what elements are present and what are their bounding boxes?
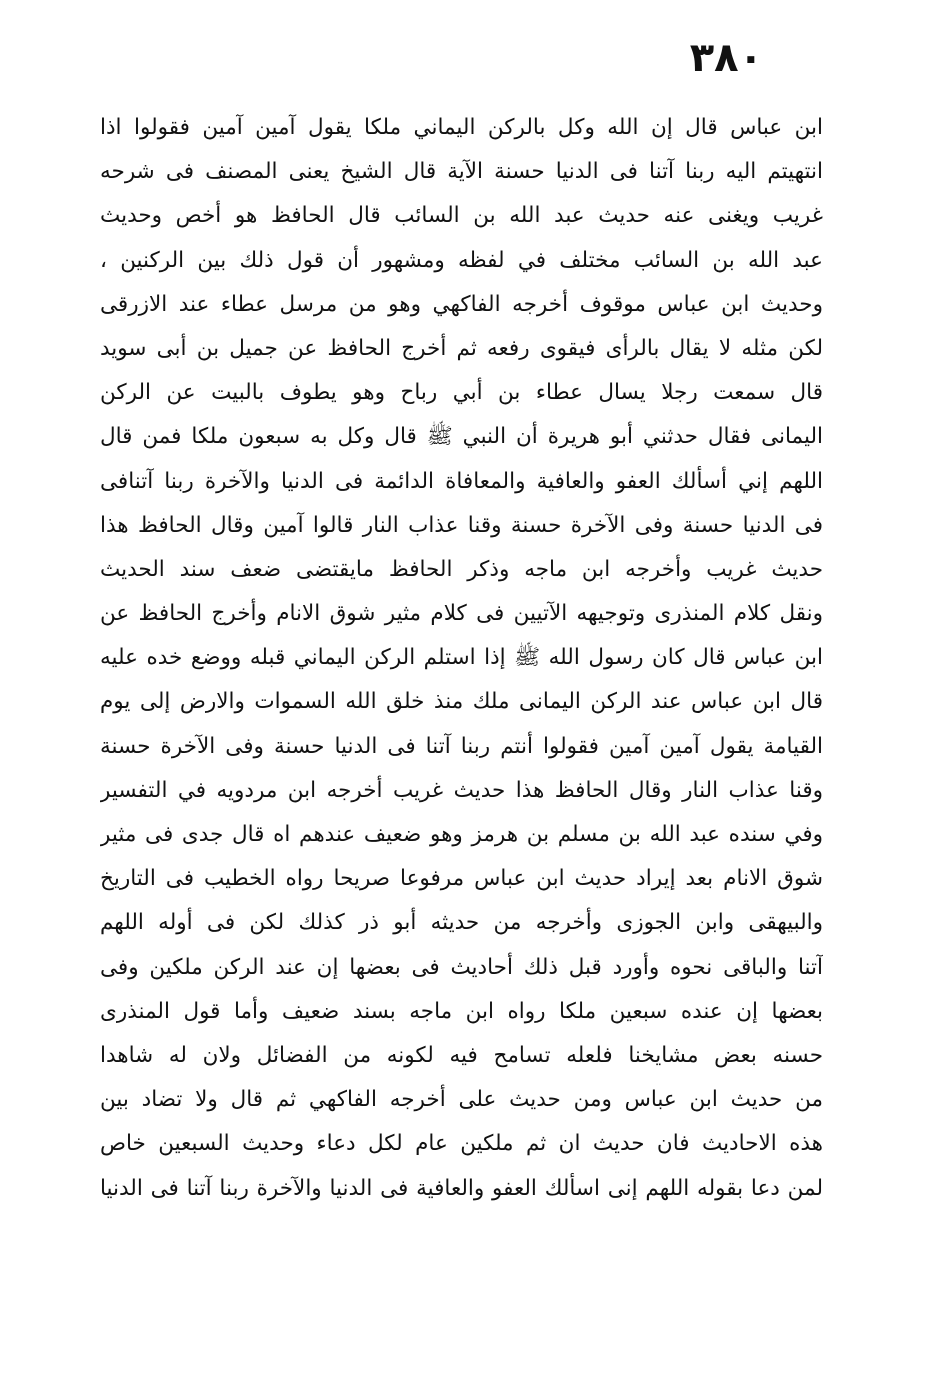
text-line: بعضها إن عنده سبعين ملكا رواه ابن ماجه بسند ضعيف وأما قول المنذرى <box>100 998 823 1024</box>
text-body <box>100 106 823 1211</box>
text-line: ابن عباس قال كان رسول الله ﷺ إذا استلم الركن اليماني قبله ووضع خده عليه <box>100 645 823 671</box>
text-line: وفي سنده عبد الله بن مسلم بن هرمز وهو ضعيف عندهم اه قال جدى فى مثير <box>100 822 823 847</box>
text-line: وقنا عذاب النار وقال الحافظ هذا حديث غريب أخرجه ابن مردويه في التفسير <box>100 777 823 803</box>
text-line: ابن عباس قال إن الله وكل بالركن اليماني ملكا يقول آمين آمين فقولوا اذا <box>100 115 823 140</box>
text-line: انتهيتم اليه ربنا آتنا فى الدنيا حسنة الآية قال الشيخ يعنى المصنف فى شرحه <box>100 159 823 185</box>
text-line: شوق الانام بعد إيراد حديث ابن عباس مرفوعا صريحا رواه الخطيب فى التاريخ <box>100 866 823 892</box>
text-line: عبد الله بن السائب مختلف في لفظه ومشهور أن قول ذلك بين الركنين ، <box>100 247 823 273</box>
text-line: اللهم إني أسألك العفو والعافية والمعافاة الدائمة فى الدنيا والآخرة ربنا آتنافى <box>100 468 823 494</box>
text-line: قال سمعت رجلا يسال عطاء بن أبي رباح وهو يطوف بالبيت عن الركن <box>100 380 823 406</box>
text-line: قال ابن عباس عند الركن اليمانى ملك منذ خلق الله السموات والارض إلى يوم <box>100 689 823 715</box>
text-line: حديث غريب وأخرجه ابن ماجه وذكر الحافظ مايقتضى ضعف سند الحديث <box>100 556 823 582</box>
page-number: ٣٨٠ <box>689 35 763 81</box>
text-line: غريب ويغنى عنه حديث عبد الله بن السائب قال الحافظ هو أخص وحديث <box>100 203 823 229</box>
text-line: ونقل كلام المنذرى وتوجيهه الآتيين فى كلام مثير شوق الانام وأخرج الحافظ عن <box>100 601 823 627</box>
text-line: لكن مثله لا يقال بالرأى فيقوى رفعه ثم أخرج الحافظ عن جميل بن أبى سويد <box>100 335 823 361</box>
text-line: اليمانى فقال حدثني أبو هريرة أن النبي ﷺ قال وكل به سبعون ملكا فمن قال <box>100 424 823 450</box>
text-line: هذه الاحاديث فان حديث ان ثم ملكين عام لكل دعاء وحديث السبعين خاص <box>100 1131 823 1157</box>
text-line: حسنه بعض مشايخنا فلعله تسامح فيه لكونه من الفضائل ولان له شاهدا <box>100 1042 823 1068</box>
text-line: آتنا والباقى نحوه وأورد قبل ذلك أحاديث فى بعضها إن عند الركن ملكين وفى <box>100 954 823 980</box>
text-line: القيامة يقول آمين آمين فقولوا أنتم ربنا آتنا فى الدنيا حسنة وفى الآخرة حسنة <box>100 733 823 759</box>
text-line: والبيهقى وابن الجوزى وأخرجه من حديثه أبو ذر كذلك لكن فى أوله اللهم <box>100 910 823 936</box>
text-line: من حديث ابن عباس ومن حديث على أخرجه الفاكهي ثم قال ولا تضاد بين <box>100 1087 823 1113</box>
text-line: فى الدنيا حسنة وفى الآخرة حسنة وقنا عذاب النار قالوا آمين وقال الحافظ هذا <box>100 512 823 538</box>
text-line: وحديث ابن عباس موقوف أخرجه الفاكهي وهو من مرسل عطاء عند الازرقى <box>100 291 823 317</box>
text-line: لمن دعا بقوله اللهم إنى اسألك العفو والعافية فى الدنيا والآخرة ربنا آتنا فى الدنيا <box>100 1175 823 1201</box>
